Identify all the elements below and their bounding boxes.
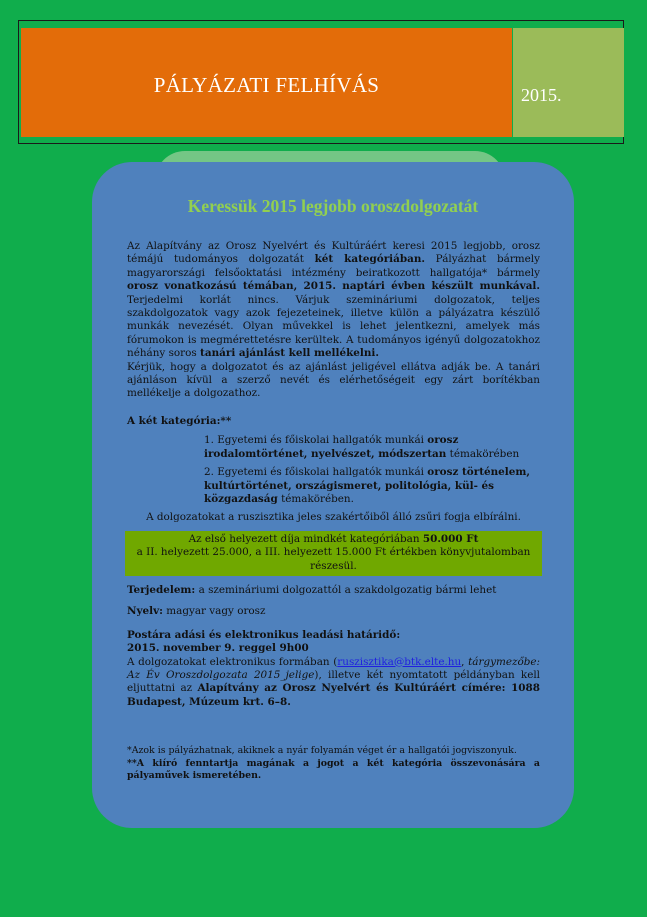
footnote-2: **A kiíró fenntartja magának a jogot a két kategória összevonására a pályaművek ismeretében. [127,757,540,782]
intro-text-6: tanári ajánlást kell mellékelni. [200,347,379,360]
prize-line-1 [129,533,538,546]
intro-paragraph [127,240,540,361]
intro-text-5: Terjedelmi korlát nincs. Várjuk szemináriumi dolgozatok, teljes szakdolgozatok vagy azok fejezeteinek, illetve külön a pályázatra készülő munkák nevezését. Olyan művekkel is lehet jelentkezni, amelyek más fórumokon is megmérettetésre kerültek. A tudományos igényű dolgozatokhoz néhány soros [127,293,540,360]
length-info [127,584,540,597]
submission-paragraph: Kérjük, hogy a dolgozatot és az ajánlást jeligével ellátva adják be. A tanári ajánláson kívül a szerző nevét és elérhetőségeit egy zárt borítékban mellékelje a dolgozathoz. [127,360,540,400]
length-label: Terjedelem: [127,583,196,596]
language-value: magyar vagy orosz [162,605,266,618]
length-value: a szemináriumi dolgozattól a szakdolgozatig bármi lehet [195,583,497,596]
footnote-1: *Azok is pályázhatnak, akiknek a nyár folyamán véget ér a hallgatói jogviszonyuk. [127,745,517,757]
delivery-paragraph [127,656,540,710]
prize-box [125,531,542,576]
email-link[interactable]: ruszisztika@btk.elte.hu [337,655,462,668]
category-2-text-3: témakörében. [277,492,354,505]
footnotes [127,745,540,783]
category-1-text-1: 1. Egyetemi és főiskolai hallgatók munkái [204,434,428,447]
prize-amount: 50.000 Ft [422,532,479,545]
intro-text-1: Az Alapítvány az Orosz Nyelvért és Kultúráért keresi 2015 legjobb, orosz témájú tudományos dolgozatát [127,240,540,266]
deadline-date: 2015. november 9. reggel 9h00 [127,642,309,655]
intro-text-2: két kategóriában. [314,253,426,266]
category-1-text-2: orosz irodalomtörténet, nyelvészet, módszertan [204,434,459,460]
language-info [127,605,540,618]
header-year: 2015. [513,28,624,137]
category-2-text-1: 2. Egyetemi és főiskolai hallgatók munkái [204,466,428,479]
delivery-text-3: ), illetve két nyomtatott példányban kell eljuttatni az [127,668,540,695]
postal-address: Alapítvány az Orosz Nyelvért és Kultúráért címére: 1088 Budapest, Múzeum krt. 6–8. [127,682,540,708]
intro-text-4: orosz vonatkozású témában, 2015. naptári évben készült munkával. [127,280,540,293]
deadline-title: Postára adási és elektronikus leadási határidő: [127,628,401,641]
language-label: Nyelv: [127,605,163,618]
card-title: Keressük 2015 legjobb oroszdolgozatát [187,196,479,216]
jury-note: A dolgozatokat a ruszisztika jeles szakértőiből álló zsűri fogja elbírálni. [146,511,521,524]
category-item-1 [204,434,540,461]
categories-label: A két kategória:** [127,414,232,427]
prize-text-1: Az első helyezett díja mindkét kategóriában [188,532,423,545]
category-item-2 [204,466,540,506]
prize-line-2: a II. helyezett 25.000, a III. helyezett 15.000 Ft értékben könyvjutalomban részesül. [136,546,531,572]
intro-text-3: Pályázhat bármely magyarországi felsőoktatási intézmény beiratkozott hallgatója* bármely [127,253,540,279]
announcement-content [127,240,540,783]
subject-line: tárgymezőbe: Az Év Oroszdolgozata 2015_jelige [127,655,541,681]
header-title: PÁLYÁZATI FELHÍVÁS [21,28,512,137]
delivery-text-2: , [461,655,469,668]
delivery-text-1: A dolgozatokat elektronikus formában ( [127,655,338,668]
category-2-text-2: orosz történelem, kultúrtörténet, országismeret, politológia, kül- és közgazdaság [204,466,530,505]
category-1-text-3: témakörében [446,447,520,460]
